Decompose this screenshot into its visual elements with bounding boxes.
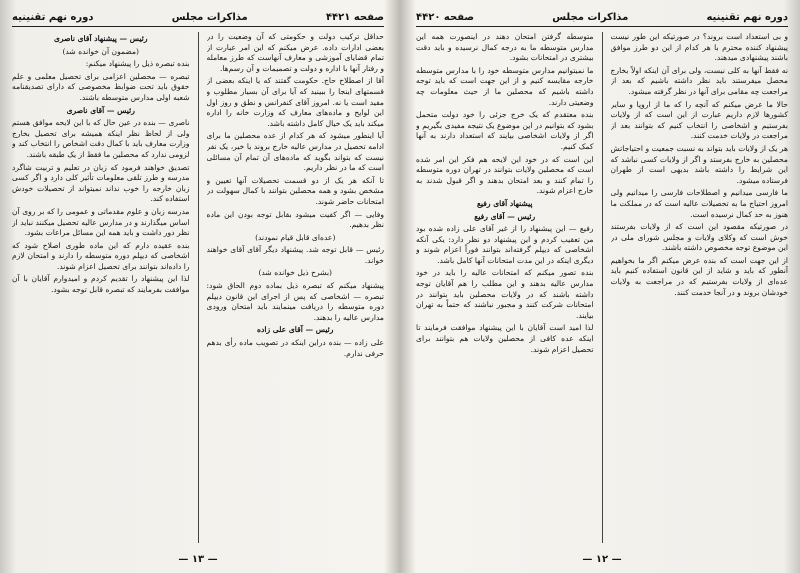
paragraph: پیشنهاد میکنم که تبصره ذیل بماده دوم الحاق شود: تبصره — اشخاصی که پس از اجرای این قانون دیپلم دوره متوسطه را دریافت مینمایند باید امتحان ورودی مدارس عالیه را بدهند. [206, 281, 384, 322]
read-note: (مضمون آن خوانده شد) [62, 46, 140, 56]
paragraph: نه فقط آنها به کلی نیست، ولی برای آن اینکه اولاً بخارج محصل میفرستند باید نظر داشته باشیم که بعد از مراجعت چه مقامی برای آنها در نظر گرفته میشود. [610, 65, 788, 96]
column-divider [602, 32, 603, 543]
speaker-heading: پیشنهاد آقای رفیع [476, 198, 533, 208]
page-header [416, 8, 788, 27]
page-footer-number: — ۱۳ — [178, 554, 218, 565]
right-column [207, 32, 385, 543]
paragraph: ما نمیتوانیم مدارس متوسطه خود را با مدارس متوسطه خارجه مقایسه کنیم و از این جهت است که باید توجه داشته باشیم که محصلین ما از حیث معلومات چه وضعیتی دارند. [416, 65, 594, 107]
paragraph: تا آنکه هر یک از دو قسمت تحصیلات آنها تعیین و مشخص بشود و همه محصلین بتوانند با کمال سهولت در امتحانات حاضر شوند. [206, 175, 384, 206]
page-number-label: صفحه ۴۴۲۰ [416, 11, 475, 23]
page-number-label: صفحه ۴۴۲۱ [325, 11, 384, 23]
paragraph: علی زاده — بنده دراین اینکه در تصویب ماده رأی بدهم حرفی ندارم. [206, 338, 384, 358]
paragraph: حالا ما عرض میکنم که آنچه را که ما از اروپا و سایر کشورها لازم داریم عبارت از این است که از ولایات بفرستیم و اشخاصی را انتخاب کنیم که بتوانند بعد از مراجعت در ولایات خدمت کنند. [610, 99, 788, 141]
publication-title: مذاکرات مجلس [171, 11, 248, 23]
session-label: دوره نهم تقنینیه [706, 11, 788, 23]
paragraph: تصدیق خواهند فرمود که زبان در تعلیم و تربیت شاگرد مدرسه و طرز تلقی معلومات تأثیر کلی دارد و اگر کسی زبان خارجه را خوب نداند نمیتواند از تحصیلات خودش استفاده کند. [12, 162, 190, 204]
page-footer-number: — ۱۲ — [582, 554, 622, 565]
paragraph: بنده تبصره ذیل را پیشنهاد میکنم: [85, 59, 190, 69]
paragraph: ناصری — بنده در عین حال که با این لایحه موافق هستم ولی از لحاظ نظر اینکه همیشه برای تحصیل بخارج وزارت معارف باید با کمال دقت اشخاص را انتخاب کند و لزومی ندارد که محصلین ما فقط از یک طبقه باشند. [12, 118, 190, 159]
vote-note: (عده‌ای قابل قیام نمودند) [255, 232, 336, 242]
page-header [12, 8, 384, 27]
read-note: (بشرح ذیل خوانده شد) [258, 268, 333, 278]
paragraph: رفیع — این پیشنهاد را از غیر آقای علی زاده شده بود من تعقیب کردم و این پیشنهاد دو نظر دارد: یکی آنکه اشخاصی که دیپلم گرفته‌اند بتوانند فوراً اعزام شوند و دیگری اینکه در این مدت امتحانات آنها کامل باشد. [416, 224, 594, 265]
paragraph: بنده عقیده دارم که این ماده طوری اصلاح شود که اشخاصی که دیپلم دوره متوسطه را دارند و امتحان لازم را داده‌اند بتوانند برای تحصیل اعزام شوند. [12, 240, 190, 271]
paragraph: تبصره — محصلین اعزامی برای تحصیل معلمی و علم حقوق باید تحت ضوابط مخصوصی که دارای تصدیقنامه شعبه اولی مدارس متوسطه باشند. [12, 71, 190, 102]
left-column [416, 32, 594, 543]
paragraph: هر یک از ولایات باید بتواند به نسبت جمعیت و احتیاجاتش محصلین به خارج بفرستد و اگر از ولایات کسی نباشد که این شرایط را داشته باشد بدیهی است از طهران فرستاده میشود. [610, 143, 788, 185]
column-divider [198, 32, 199, 543]
speaker-heading: رئیس — آقای ناصری [66, 105, 135, 115]
text-columns [416, 32, 788, 543]
paragraph: بنده تصور میکنم که امتحانات عالیه را باید در خود مدارس عالیه بدهند و این مطلب را هم آقایان توجه داشته باشند که در ولایات محصلین باید بتوانند در امتحانات شرکت کنند و مجبور نباشند که حتماً به تهران بیایند. [416, 268, 594, 320]
paragraph: از این جهت است که بنده عرض میکنم اگر ما بخواهیم آنطور که باید و شاید از این قانون استفاده کنیم باید عده‌ای از ولایات بفرستیم که در مراجعت به ولایات خودشان بروند و در آنجا خدمت کنند. [610, 255, 788, 297]
right-page [404, 0, 800, 573]
paragraph: رئیس — قابل توجه شد. پیشنهاد دیگر آقای آقای خواهند خواند. [206, 245, 384, 265]
text-columns [12, 32, 384, 543]
paragraph: بنده معتقدم که یک خرج جزئی را خود دولت متحمل بشود که بتوانیم در این موضوع یک نتیجه مفیدی بگیریم و اگر از ولایات اشخاصی بیایند که استعداد دارند به آنها کمک کنیم. [416, 110, 594, 151]
paragraph: آقا از اصطلاح حاج. حکومت گفتند که یا اینکه بعضی از قسمتهای اینجا را ببینید که آیا برای آن بسیار مطلوب و مفید است یا نه. امروز آقای کنفرانس و نطق و روز اول این لوایح و ماده‌های معارف که وزارت خانه را اداره میکند باید یک خیال کامل داشته باشد. [206, 76, 384, 128]
speaker-heading: رئیس — آقای رفیع [474, 211, 536, 221]
paragraph: ما فارسی میدانیم و اصطلاحات فارسی را میدانیم ولی امروز احتیاج ما به تحصیلات عالیه است که در مملکت ما هنوز به حد کمال نرسیده است. [610, 188, 788, 219]
right-column [611, 32, 789, 543]
paragraph: آیا اینطور میشود که هر کدام از عده محصلین ما برای ادامه تحصیل در مدارس عالیه خارج بروند یا خیر، یک نفر نیست که بتواند بگوید که ماده‌های آن تمام آن مسائلی است که ما در نظر داریم. [206, 131, 384, 173]
paragraph: و بی استعداد است بروند؟ در صورتیکه این طور نیست پیشنهاد کننده محترم با هر کدام از این دو طرز موافق باشند پیشنهادی میدهند. [610, 32, 788, 63]
paragraph: متوسطه گرفتن امتحان دهند در اینصورت همه این مدارس متوسطه ما به درجه کمال نرسیده و باید دقت بیشتری در امتحانات بشود. [416, 32, 594, 63]
left-page [0, 0, 396, 573]
left-column [12, 32, 190, 543]
session-label: دوره نهم تقنینیه [12, 11, 94, 23]
publication-title: مذاکرات مجلس [552, 11, 629, 23]
paragraph: این است که در خود این لایحه هم فکر این امر شده است که محصلین ولایات بتوانند در تهران دوره متوسطه را تمام کنند و بعد امتحان بدهند و اگر قبول شدند به خارج اعزام شوند. [416, 154, 594, 196]
paragraph: مدرسه زبان و علوم مقدماتی و عمومی را که بر روی آن اساس میگذارند و در مدارس عالیه تحصیل میکنند نباید از نظر دور داشت و باید همه این مسائل مراعات بشود. [12, 206, 190, 238]
paragraph: حداقل ترکیب دولت و حکومتی که آن وضعیت را در بعضی ادارات داده. عرض میکنم که این امر عبارت از تمام قضایای آموزشی و معارف آنهاست که طرز معامله و رفتار آنها با اداره و دولت و تصمیمات و آن رسم‌ها. [206, 32, 384, 73]
paragraph: لذا این پیشنهاد را تقدیم کردم و امیدوارم آقایان با آن موافقت بفرمایند که تبصره قابل توجه بشود. [12, 274, 190, 295]
paragraph: در صورتیکه مقصود این است که از ولایات بفرستند خوش است که وکلای ولایات و مجلس شورای ملی در این موضوع توجه مخصوص داشته باشند. [610, 222, 788, 253]
speaker-heading: رئیس — آقای علی زاده [257, 325, 334, 335]
paragraph: وفایی — اگر کفیت میشود بقابل توجه بودن این ماده نظر بدهیم. [206, 209, 384, 230]
paragraph: لذا امید است آقایان با این پیشنهاد موافقت فرمایند تا اینکه عده کافی از محصلین ولایات هم بتوانند برای تحصیل اعزام شوند. [416, 323, 594, 354]
speaker-heading: رئیس — پیشنهاد آقای ناصری [53, 34, 148, 43]
